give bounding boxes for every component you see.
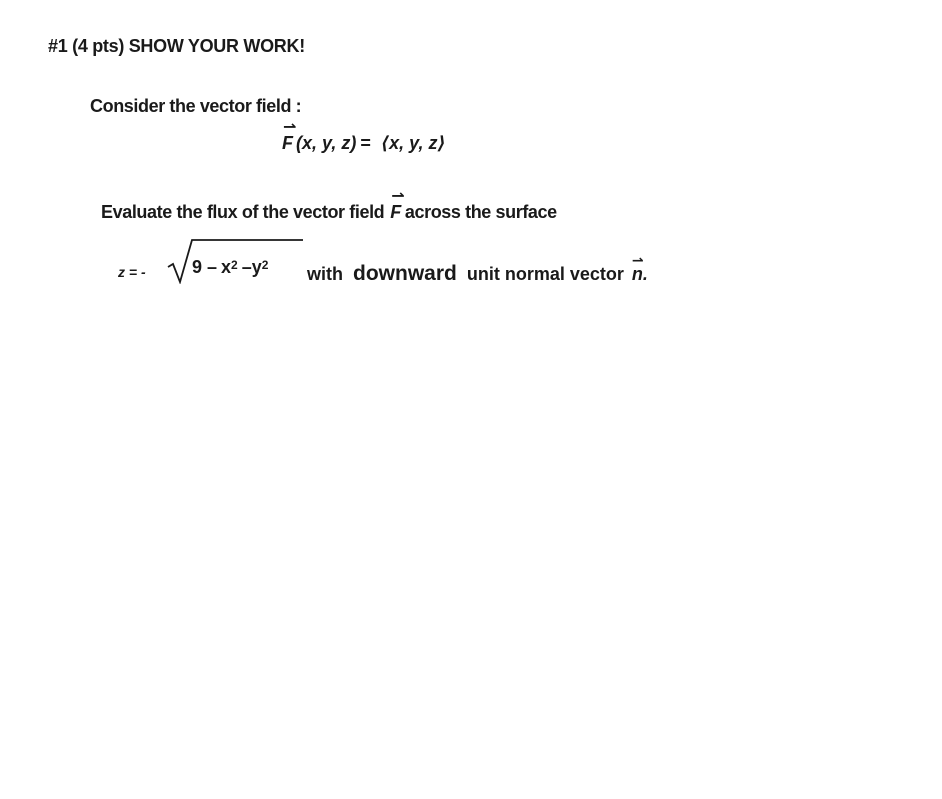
flux-prompt [101, 188, 557, 223]
orientation-text [307, 252, 648, 286]
normal-vector-letter: n. [631, 264, 648, 284]
vector-arrow-icon: ⇀ [631, 252, 644, 268]
surface-lhs: z = - [118, 264, 146, 280]
surface-equation [118, 248, 738, 294]
vector-F-letter: F [282, 133, 293, 153]
with-word: with [307, 264, 343, 284]
normal-vector-symbol [631, 252, 648, 285]
prompt-before: Evaluate the flux of the vector field [101, 202, 385, 222]
vector-arrow-icon: ⇀ [283, 119, 297, 136]
minus-sign: – [241, 257, 252, 277]
field-components: ⟨x, y, z⟩ [380, 133, 446, 153]
prompt-vector-F-letter: F [390, 202, 401, 222]
vector-arrow-icon: ⇀ [391, 188, 405, 205]
unit-normal-phrase: unit normal vector [466, 264, 624, 284]
equals-sign: = [360, 133, 371, 153]
x-term: x [221, 257, 232, 277]
radicand [192, 257, 268, 278]
downward-word: downward [353, 262, 457, 285]
problem-header: #1 (4 pts) SHOW YOUR WORK! [48, 36, 305, 56]
intro-text: Consider the vector field : [90, 96, 302, 116]
vector-field-definition [282, 119, 446, 154]
vector-F-symbol [282, 119, 297, 154]
x-exponent: 2 [231, 258, 238, 272]
y-exponent: 2 [261, 258, 269, 272]
prompt-after: across the surface [404, 202, 557, 222]
y-term: y [251, 257, 262, 277]
prompt-vector-F-symbol [390, 188, 405, 223]
field-arguments: (x, y, z) [296, 133, 357, 153]
radicand-constant: 9 – [192, 257, 218, 277]
